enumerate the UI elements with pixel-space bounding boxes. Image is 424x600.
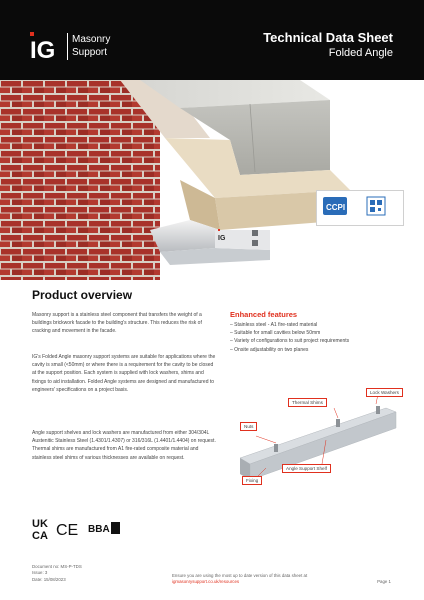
overview-paragraph: Angle support shelves and lock washers are manufactured from either 304/304L Austenitic Stainless Steel (1.4301/1.4307) or 316/316L (1.4401/1.4404) on request. Thermal shims are manufactured from A1 fire-rated composite material and stainless steel shims of various thicknesses are available on request. [32,430,216,461]
brand-line-2: Support [72,47,108,58]
product-overview-heading: Product overview [32,288,133,302]
version-notice: Ensure you are using the most up to date version of this data sheet at igmasonrysupport.co.uk/resources [172,573,308,585]
overview-paragraph: Masonry support is a stainless steel component that transfers the weight of a buildings brickwork facade to the building's structure. This reduces the risk of cracking and movement in the facade. [32,312,202,335]
issue-date: Date: 15/08/2023 [32,576,66,582]
doc-subtitle: Folded Angle [328,47,393,59]
svg-text:IG: IG [30,37,56,60]
logo-divider [67,33,68,60]
bba-mark: BBA [88,524,110,535]
overview-paragraph: IG's Folded Angle masonry support systems are suitable for applications where the cavity is small (<50mm) or where there is a requirement for the cavity to be closed at the support position. Each system is supplied with lock washers, shims and fixings to aid installation. Folded Angle systems are designed and manufactured to engineers' specifications on a project basis. [32,354,216,393]
issue-number: Issue: 3 [32,570,48,576]
ukca-mark: UK [32,518,48,530]
feature-item: – Variety of configurations to suit project requirements [230,338,350,345]
callout-angle-support-shelf: Angle Support Shelf [282,464,331,473]
page-number: Page 1 [377,579,391,584]
svg-text:CA: CA [32,530,48,540]
ccpi-badge [316,190,404,226]
svg-text:CCPI: CCPI [326,203,346,212]
brand-name [72,33,110,59]
callout-lock-washers: Lock Washers [366,388,403,397]
feature-item: – Stainless steel - A1 fire-rated material [230,322,318,328]
features-list [230,321,400,354]
header-bar [0,0,424,80]
ce-mark: CE [56,522,79,539]
feature-item: – Suitable for small cavities below 50mm [230,330,321,337]
brand-line-1: Masonry [72,34,111,45]
callout-nuts: Nuts [240,422,257,431]
masonry-illustration [0,80,424,280]
document-info [32,564,82,583]
doc-title: Technical Data Sheet [263,30,393,45]
document-number: Document no: MS-P-TDS [32,564,82,569]
callout-fixing: Fixing [242,476,262,485]
resources-link[interactable]: igmasonrysupport.co.uk/resources [172,579,240,585]
enhanced-features-heading: Enhanced features [230,310,298,319]
component-diagram [236,388,408,498]
svg-text:IG: IG [218,235,226,242]
product-illustration [0,80,424,280]
certification-marks [32,516,142,540]
feature-item: – Onsite adjustability on two planes [230,346,309,353]
callout-thermal-shims: Thermal Shims [288,398,327,407]
ig-logo-icon [30,32,66,60]
